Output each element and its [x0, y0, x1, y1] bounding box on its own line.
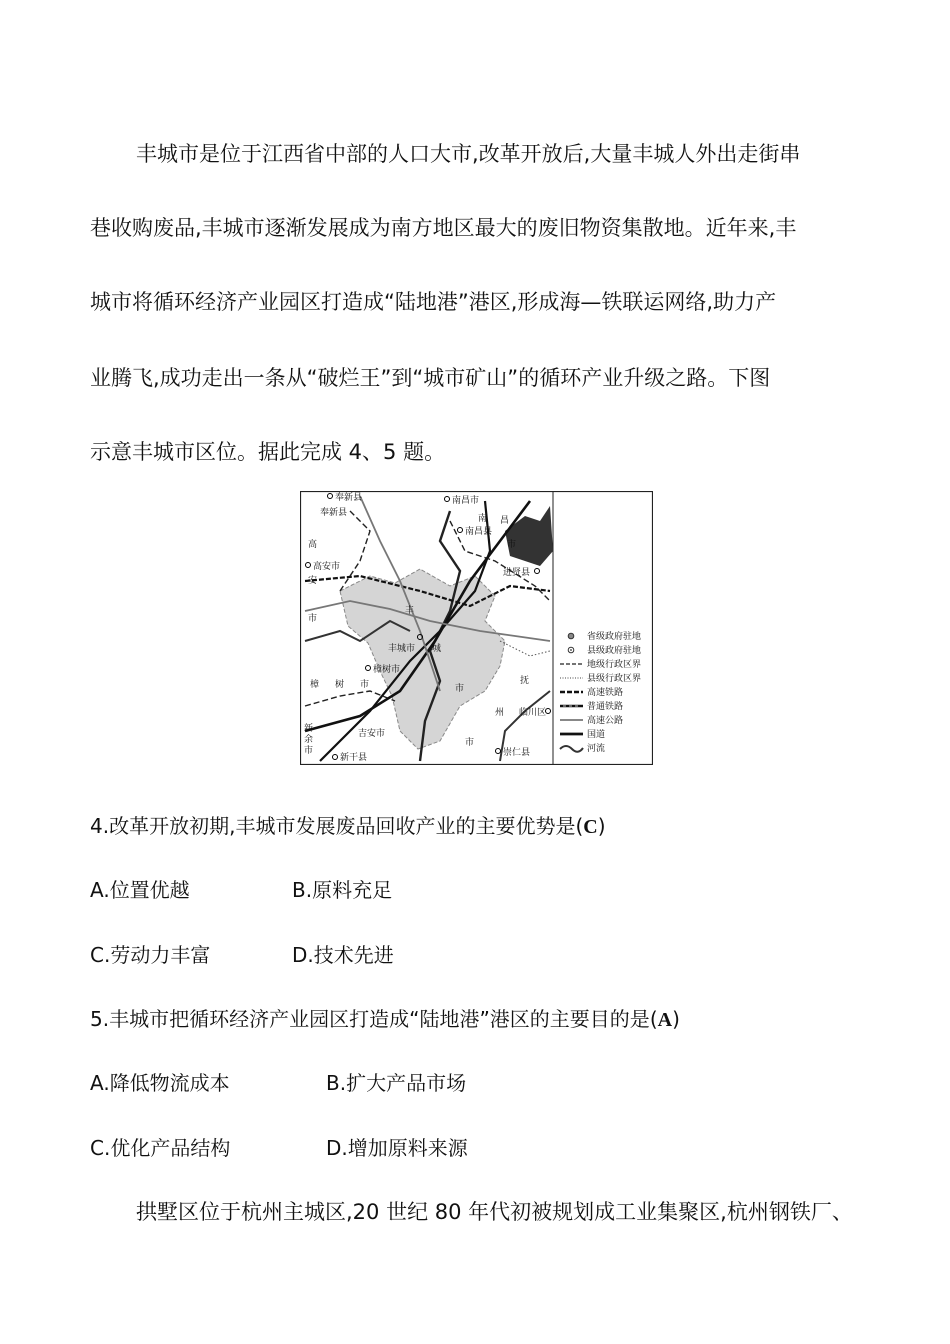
label-jian-city: 吉安市: [358, 729, 386, 739]
passage-line-1: 丰城市是位于江西省中部的人口大市,改革开放后,大量丰城人外出走街串: [136, 142, 801, 166]
label-fu: 抚: [520, 676, 530, 686]
question-5-close-paren: ): [672, 1007, 680, 1031]
label-fengxin: 奉新县: [320, 508, 348, 518]
legend-national-road: 国道: [587, 730, 606, 740]
question-5: [90, 1003, 680, 1032]
question-4-answer: C: [583, 816, 598, 838]
legend-normal-rail: 普通铁路: [587, 702, 624, 712]
q4-option-c: C.劳动力丰富: [90, 943, 211, 967]
label-shi-fuzhou: 市: [465, 738, 475, 748]
label-shi-zhangshu: 市: [360, 680, 370, 690]
label-yu: 余: [304, 735, 314, 745]
label-shu: 树: [335, 680, 345, 690]
label-nanchang-county: 南昌县: [465, 527, 493, 537]
label-fengxin-county: 奉新县: [335, 493, 363, 503]
label-nanchang-city: 南昌市: [452, 496, 480, 506]
label-zhou: 州: [495, 708, 505, 718]
label-jinxian-county: 进贤县: [503, 568, 531, 578]
fengcheng-location-map: [300, 491, 653, 765]
legend-provincial: 省级政府驻地: [587, 632, 642, 642]
question-5-stem: 5.丰城市把循环经济产业园区打造成“陆地港”港区的主要目的是: [90, 1007, 650, 1031]
q5-option-b: B.扩大产品市场: [326, 1071, 467, 1095]
label-zhangshu-city: 樟树市: [373, 665, 401, 675]
label-xin: 新: [304, 724, 314, 734]
label-shi-left: 市: [308, 614, 318, 624]
question-4-close-paren: ): [597, 814, 606, 838]
legend-river: 河流: [587, 744, 606, 754]
label-gaoan-city: 高安市: [313, 562, 341, 572]
label-shi-center: 市: [455, 684, 465, 694]
passage-line-4: 业腾飞,成功走出一条从“破烂王”到“城市矿山”的循环产业升级之路。下图: [90, 366, 771, 390]
legend-provincial-icon: [568, 633, 574, 639]
q4-option-a: A.位置优越: [90, 878, 190, 902]
label-an: 安: [308, 576, 318, 586]
label-nan: 南: [478, 514, 488, 524]
q5-option-c: C.优化产品结构: [90, 1136, 231, 1160]
passage-line-3: 城市将循环经济产业园区打造成“陆地港”港区,形成海—铁联运网络,助力产: [90, 290, 777, 314]
label-feng: 丰: [405, 606, 415, 616]
label-chang: 昌: [500, 516, 510, 526]
legend-expressway: 高速公路: [587, 716, 624, 726]
label-linchuan: 临川区: [519, 708, 547, 718]
label-cheng: 城: [432, 644, 442, 654]
passage-line-2: 巷收购废品,丰城市逐渐发展成为南方地区最大的废旧物资集散地。近年来,丰: [90, 216, 797, 240]
passage-line-5: 示意丰城市区位。据此完成 4、5 题。: [90, 440, 446, 464]
label-chongren-county: 崇仁县: [503, 748, 531, 758]
legend-prefecture-boundary: 地级行政区界: [587, 660, 642, 670]
label-fengcheng-city: 丰城市: [388, 644, 416, 654]
label-xingan-county: 新干县: [340, 753, 368, 763]
legend-county-dot-icon: [570, 649, 572, 651]
question-4: [90, 810, 606, 839]
question-5-answer: A: [657, 1009, 673, 1031]
label-gao: 高: [308, 540, 318, 550]
question-5-open-paren: (: [649, 1007, 658, 1031]
label-zhang: 樟: [310, 680, 320, 690]
legend-county: 县级政府驻地: [587, 646, 642, 656]
q5-option-d: D.增加原料来源: [326, 1136, 468, 1160]
q4-option-b: B.原料充足: [292, 878, 393, 902]
label-shi-right: 市: [507, 540, 517, 550]
passage-2-line-1: 拱墅区位于杭州主城区,20 世纪 80 年代初被规划成工业集聚区,杭州钢铁厂、: [136, 1200, 853, 1224]
question-4-stem: 4.改革开放初期,丰城市发展废品回收产业的主要优势是: [90, 814, 576, 838]
legend-high-speed-rail: 高速铁路: [587, 688, 624, 698]
question-4-open-paren: (: [575, 814, 584, 838]
q4-option-d: D.技术先进: [292, 943, 394, 967]
q5-option-a: A.降低物流成本: [90, 1071, 230, 1095]
legend-county-boundary: 县级行政区界: [587, 674, 642, 684]
label-shi-xinyu: 市: [304, 746, 314, 756]
